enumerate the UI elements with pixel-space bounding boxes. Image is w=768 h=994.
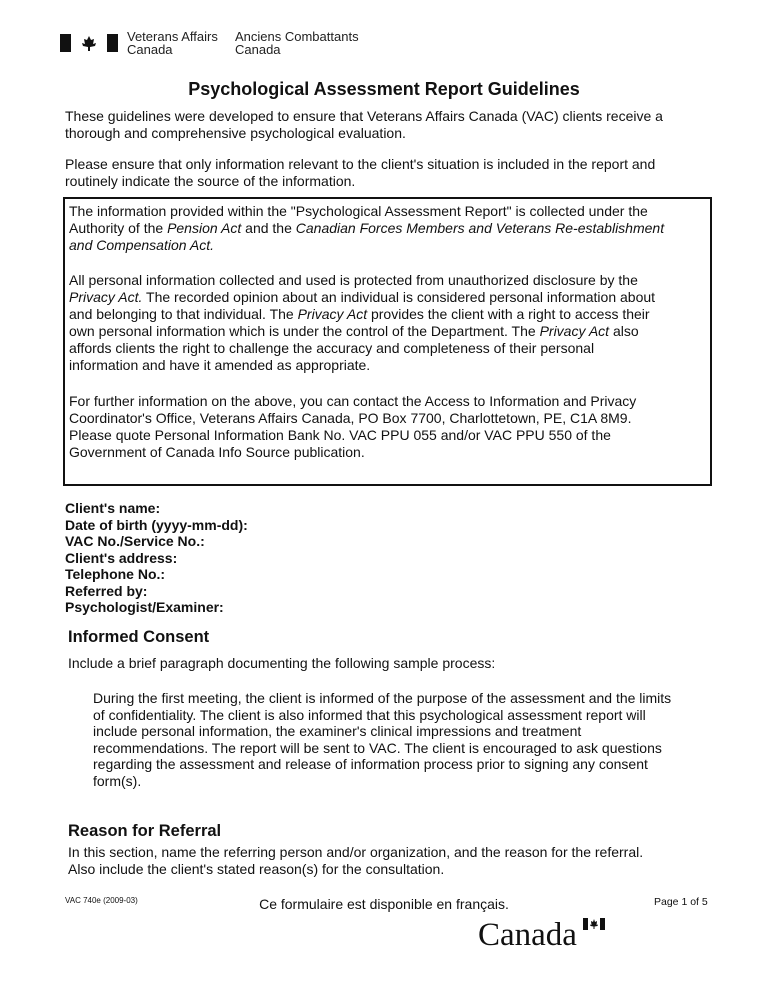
field-label-client-address: Client's address: xyxy=(65,549,178,566)
notice-paragraph-2 xyxy=(69,272,714,374)
text-line xyxy=(69,306,714,323)
text-line: regarding the assessment and release of information process prior to signing any consent xyxy=(93,756,648,772)
text-span: and the xyxy=(241,220,296,236)
page-title: Psychological Assessment Report Guidelines xyxy=(188,79,580,99)
cf-act-italic: Canadian Forces Members and Veterans Re-establishment xyxy=(295,220,665,236)
field-label-client-name: Client's name: xyxy=(65,500,161,516)
field-label-date-of-birth: Date of birth (yyyy-mm-dd): xyxy=(65,516,248,533)
text-line: form(s). xyxy=(93,772,142,789)
text-span: Authority of the xyxy=(69,220,168,236)
text-span: The recorded opinion about an individual is considered personal information about xyxy=(142,289,656,305)
dept-en-line1: Veterans Affairs xyxy=(127,29,218,44)
canada-flag-icon xyxy=(60,34,118,52)
text-line xyxy=(69,289,714,306)
field-label-referred-by: Referred by: xyxy=(65,582,148,599)
wordmark-flag-icon xyxy=(583,918,605,930)
text-line: of confidentiality. The client is also informed that this psychological assessment report will xyxy=(93,706,646,723)
canada-wordmark: Canada xyxy=(478,917,577,953)
text-line: Government of Canada Info Source publication. xyxy=(69,444,365,460)
text-line: thorough and comprehensive psychological evaluation. xyxy=(65,125,406,141)
reason-for-referral-text xyxy=(68,844,728,878)
text-line: affords clients the right to challenge the accuracy and completeness of their personal xyxy=(69,340,595,356)
text-span: also xyxy=(609,323,639,339)
french-availability-note: Ce formulaire est disponible en français. xyxy=(259,896,509,912)
text-line xyxy=(69,220,714,237)
intro-paragraph-1 xyxy=(65,108,725,142)
dept-fr-line1: Anciens Combattants xyxy=(235,29,359,44)
privacy-act-italic: Privacy Act xyxy=(297,306,368,322)
department-name-en xyxy=(127,30,218,56)
text-line: Also include the client's stated reason(s) for the consultation. xyxy=(68,861,445,877)
text-span: own personal information which is under the control of the Department. The xyxy=(69,323,540,339)
text-line: The information provided within the "Psychological Assessment Report" is collected under the xyxy=(69,203,648,219)
field-label-psychologist: Psychologist/Examiner: xyxy=(65,599,224,615)
notice-paragraph-3 xyxy=(69,393,714,461)
page-number: Page 1 of 5 xyxy=(654,896,708,908)
text-span: and belonging to that individual. The xyxy=(69,306,298,322)
dept-fr-line2: Canada xyxy=(235,42,281,57)
text-line: include personal information, the examiner's clinical impressions and treatment xyxy=(93,723,582,739)
intro-paragraph-2 xyxy=(65,156,725,190)
text-line: information and have it amended as appropriate. xyxy=(69,357,371,373)
client-info-fields xyxy=(65,500,248,616)
reason-for-referral-heading: Reason for Referral xyxy=(68,822,222,840)
text-line: routinely indicate the source of the information. xyxy=(65,173,356,189)
field-label-telephone: Telephone No.: xyxy=(65,566,166,582)
department-name-fr xyxy=(235,30,359,56)
text-line: In this section, name the referring person and/or organization, and the reason for the referral. xyxy=(68,844,644,860)
text-line: recommendations. The report will be sent to VAC. The client is encouraged to ask questions xyxy=(93,739,662,756)
privacy-act-italic: Privacy Act xyxy=(539,323,610,339)
notice-paragraph-1 xyxy=(69,203,714,254)
text-line xyxy=(69,323,714,340)
consent-sample-process xyxy=(93,690,723,789)
text-line: Please quote Personal Information Bank No. VAC PPU 055 and/or VAC PPU 550 of the xyxy=(69,427,611,443)
text-line: Coordinator's Office, Veterans Affairs Canada, PO Box 7700, Charlottetown, PE, C1A 8M9. xyxy=(69,410,632,426)
privacy-notice-box xyxy=(63,197,712,486)
text-line: Please ensure that only information relevant to the client's situation is included in the report and xyxy=(65,156,656,172)
cf-act-italic: and Compensation Act. xyxy=(69,237,215,253)
text-line: For further information on the above, you can contact the Access to Information and Privacy xyxy=(69,393,637,409)
field-label-vac-no: VAC No./Service No.: xyxy=(65,533,205,549)
privacy-act-italic: Privacy Act. xyxy=(69,289,143,305)
informed-consent-intro: Include a brief paragraph documenting the following sample process: xyxy=(68,655,496,671)
text-line xyxy=(69,237,714,254)
informed-consent-heading: Informed Consent xyxy=(68,628,210,646)
text-span: provides the client with a right to access their xyxy=(367,306,650,322)
pension-act-italic: Pension Act xyxy=(167,220,242,236)
text-line: During the first meeting, the client is informed of the purpose of the assessment and the limits xyxy=(93,690,672,706)
dept-en-line2: Canada xyxy=(127,42,173,57)
form-number: VAC 740e (2009-03) xyxy=(65,896,138,905)
text-line: These guidelines were developed to ensure that Veterans Affairs Canada (VAC) clients receive a xyxy=(65,108,663,124)
text-line: All personal information collected and used is protected from unauthorized disclosure by the xyxy=(69,272,638,288)
